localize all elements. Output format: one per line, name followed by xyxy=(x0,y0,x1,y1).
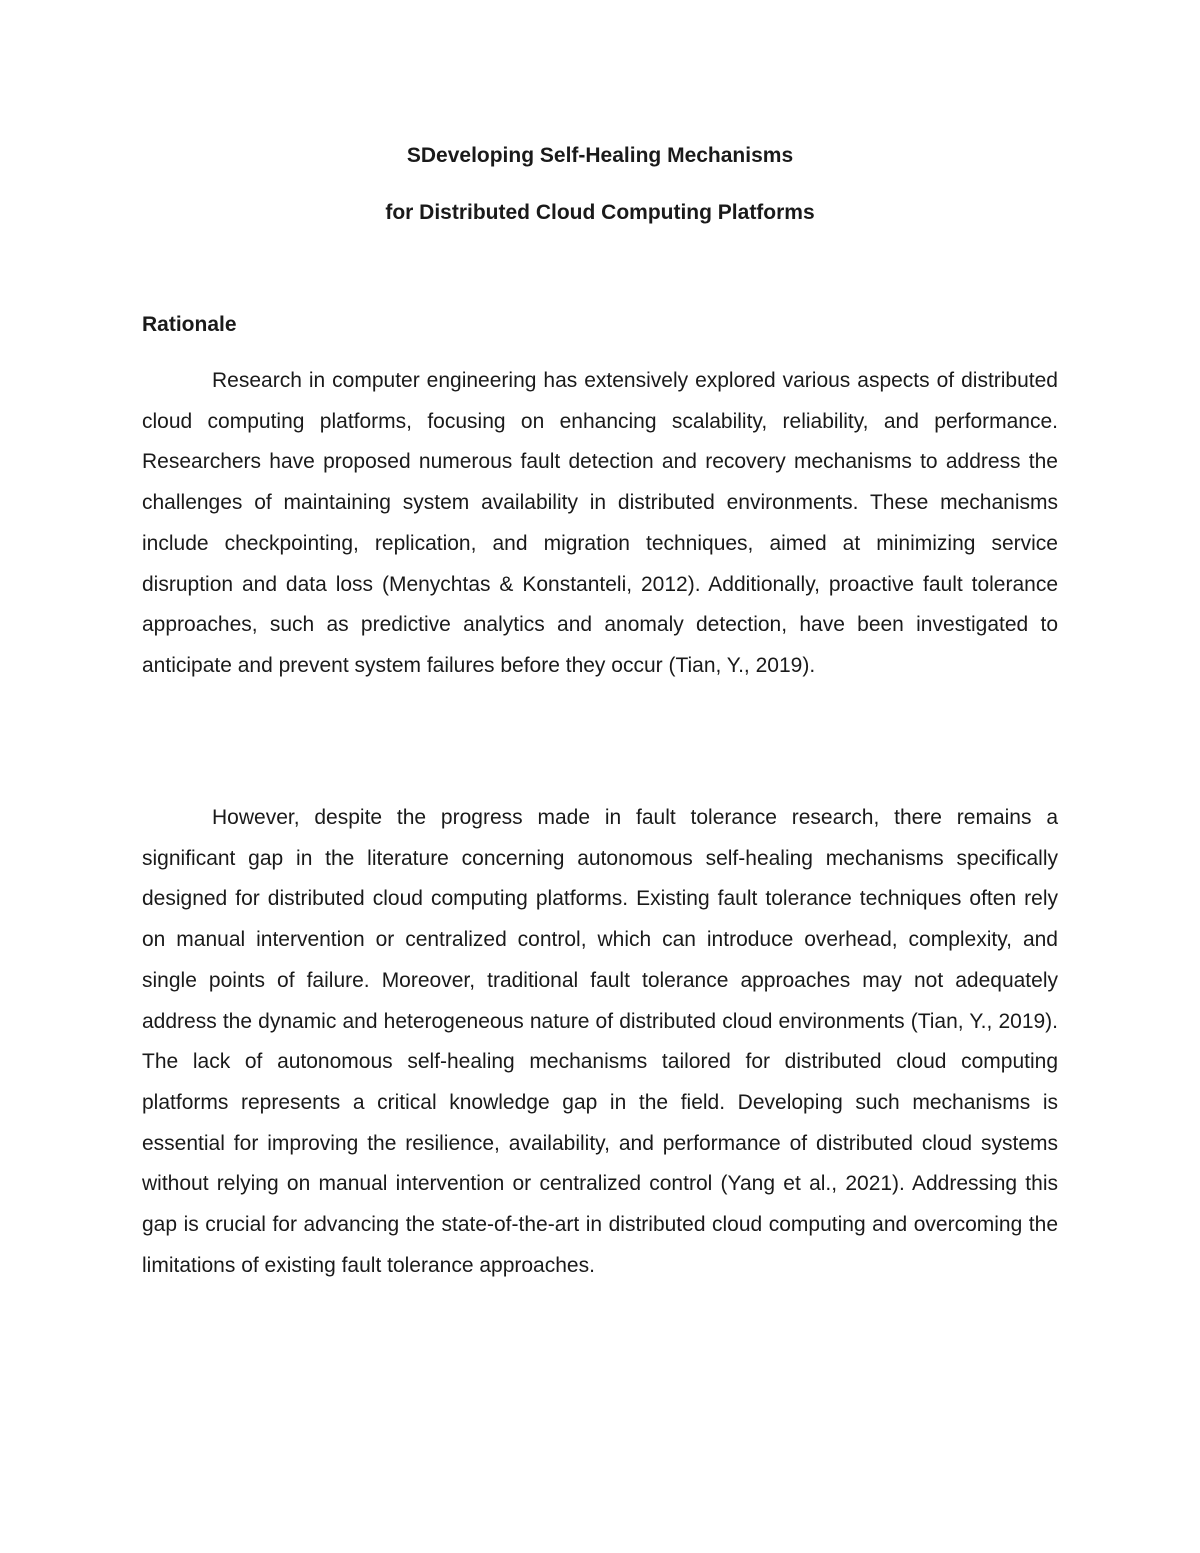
document-title-line-1: SDeveloping Self-Healing Mechanisms xyxy=(406,144,794,167)
document-title-line-2: for Distributed Cloud Computing Platforms xyxy=(385,201,815,224)
body-paragraph: However, despite the progress made in fault tolerance research, there remains a significant gap in the literature concerning autonomous self-healing mechanisms specifically designed for distributed cloud computing platforms. Existing fault tolerance techniques often rely on manual intervention or centralized control, which can introduce overhead, complexity, and single points of failure. Moreover, traditional fault tolerance approaches may not adequately address the dynamic and heterogeneous nature of distributed cloud environments (Tian, Y., 2019). The lack of autonomous self-healing mechanisms tailored for distributed cloud computing platforms represents a critical knowledge gap in the field. Developing such mechanisms is essential for improving the resilience, availability, and performance of distributed cloud systems without relying on manual intervention or centralized control (Yang et al., 2021). Addressing this gap is crucial for advancing the state-of-the-art in distributed cloud computing and overcoming the limitations of existing fault tolerance approaches. xyxy=(142,806,1058,1277)
section-heading-rationale: Rationale xyxy=(142,313,237,336)
body-paragraph: Research in computer engineering has extensively explored various aspects of distributed cloud computing platforms, focusing on enhancing scalability, reliability, and performance. Researchers have proposed numerous fault detection and recovery mechanisms to address the challenges of maintaining system availability in distributed environments. These mechanisms include checkpointing, replication, and migration techniques, aimed at minimizing service disruption and data loss (Menychtas & Konstanteli, 2012). Additionally, proactive fault tolerance approaches, such as predictive analytics and anomaly detection, have been investigated to anticipate and prevent system failures before they occur (Tian, Y., 2019). xyxy=(142,369,1058,677)
